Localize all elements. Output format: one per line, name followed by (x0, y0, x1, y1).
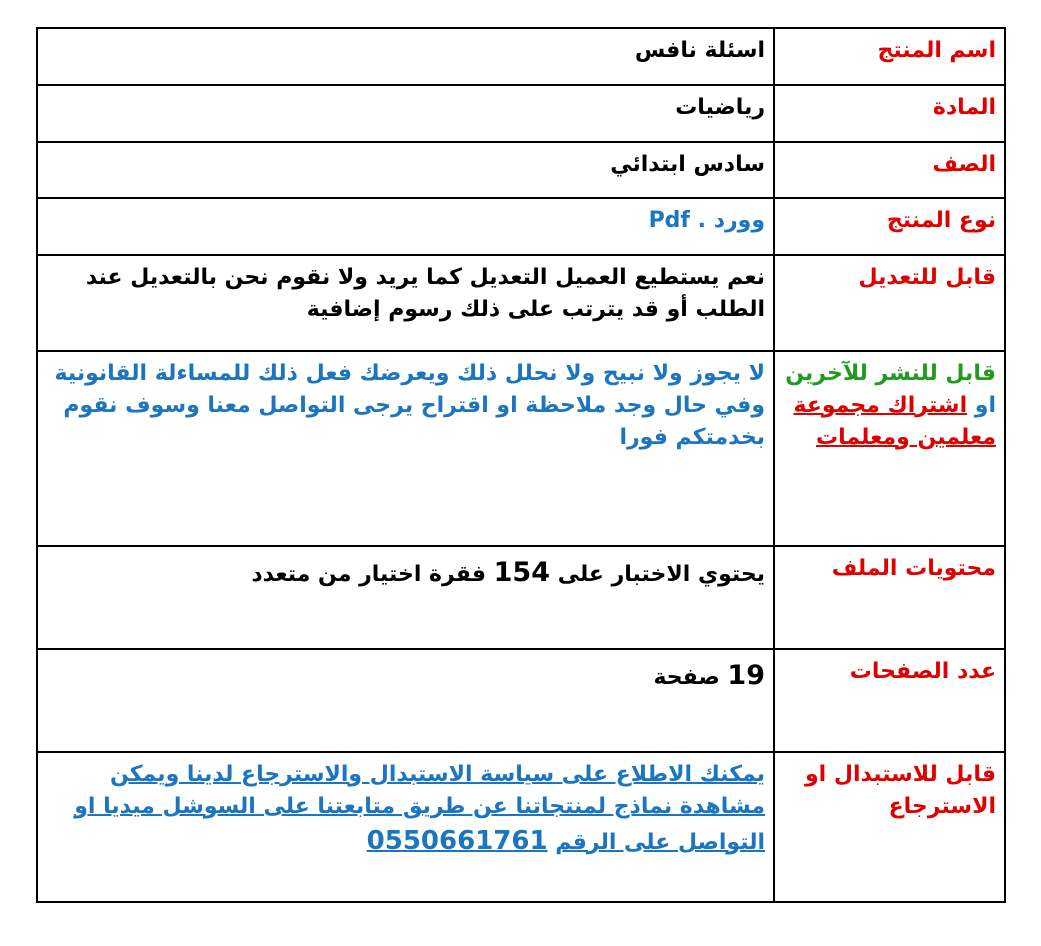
publishable-value: لا يجوز ولا نبيح ولا نحلل ذلك ويعرضك فعل ذلك للمساءلة القانونية وفي حال وجد ملاحظة او اقتراح يرجى التواصل معنا وسوف نقوم بخدمتكم فورا (37, 351, 774, 546)
page-count-label: عدد الصفحات (774, 649, 1005, 752)
table-row (37, 546, 1005, 649)
file-contents-label: محتويات الملف (774, 546, 1005, 649)
product-type-label: نوع المنتج (774, 198, 1005, 255)
table-row (37, 351, 1005, 546)
subject-value: رياضيات (37, 85, 774, 142)
page-count-number: 19 (727, 660, 765, 691)
page-count-unit: صفحة (653, 665, 720, 690)
grade-label: الصف (774, 142, 1005, 198)
table-row (37, 85, 1005, 142)
exchange-value (37, 752, 774, 902)
editable-label: قابل للتعديل (774, 255, 1005, 351)
exchange-policy-link[interactable]: يمكنك الاطلاع على سياسة الاستبدال والاسترجاع لدينا ويمكن مشاهدة نماذج لمنتجاتنا عن طريق متابعتنا على السوشل ميديا او التواصل على الرقم (74, 762, 765, 855)
file-contents-after: فقرة اختيار من متعدد (251, 562, 486, 587)
product-type-value: وورد . Pdf (37, 198, 774, 255)
product-name-label: اسم المنتج (774, 28, 1005, 85)
exchange-label: قابل للاستبدال او الاسترجاع (774, 752, 1005, 902)
publishable-label-part1: قابل للنشر (875, 361, 996, 386)
question-count: 154 (493, 557, 551, 588)
table-row (37, 255, 1005, 351)
table-row (37, 28, 1005, 85)
table-row (37, 142, 1005, 198)
table-row (37, 198, 1005, 255)
product-info-table (36, 27, 1006, 903)
publishable-label-part2: للآخرين (785, 361, 868, 386)
grade-value: سادس ابتدائي (37, 142, 774, 198)
publishable-label (774, 351, 1005, 546)
file-contents-before: يحتوي الاختبار على (557, 562, 765, 587)
publishable-label-part4: اشتراك مجموعة معلمين ومعلمات (793, 392, 996, 450)
publishable-label-part3: او (974, 392, 996, 418)
page-count-value (37, 649, 774, 752)
file-contents-value (37, 546, 774, 649)
editable-value: نعم يستطيع العميل التعديل كما يريد ولا نقوم نحن بالتعديل عند الطلب أو قد يترتب على ذلك رسوم إضافية (37, 255, 774, 351)
phone-number-link[interactable]: 0550661761 (366, 825, 548, 856)
table-row (37, 752, 1005, 902)
table-row (37, 649, 1005, 752)
subject-label: المادة (774, 85, 1005, 142)
product-name-value: اسئلة نافس (37, 28, 774, 85)
